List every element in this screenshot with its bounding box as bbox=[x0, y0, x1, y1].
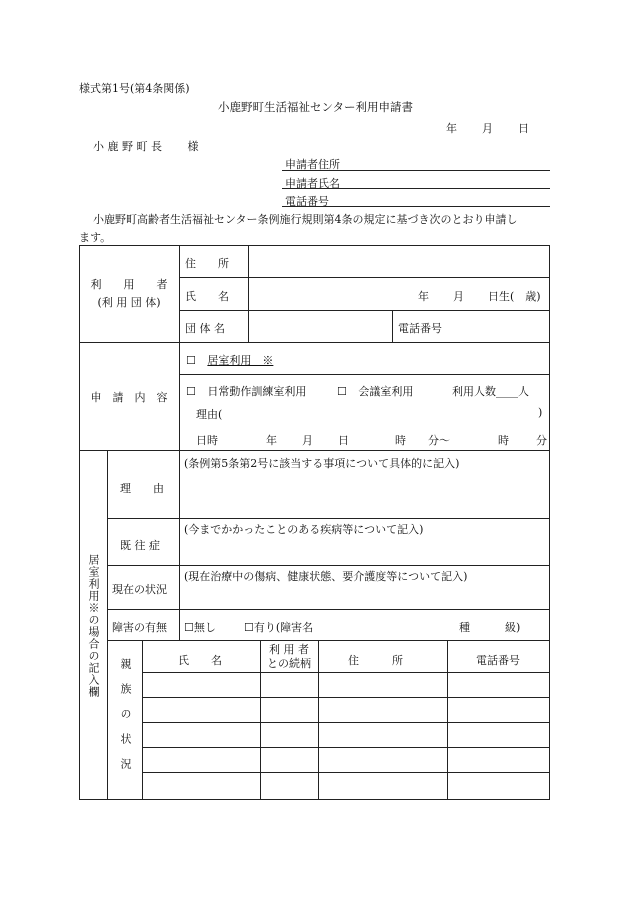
history-input[interactable] bbox=[181, 535, 547, 563]
user-count[interactable]: 利用人数____人 bbox=[452, 385, 529, 398]
birth-suffix: 日生( 歳) bbox=[488, 290, 541, 303]
applicant-phone-line[interactable] bbox=[282, 206, 550, 207]
meeting-room-label: 会議室利用 bbox=[358, 385, 414, 398]
room-reason-note: (条例第5条第2号に該当する事項について具体的に記入) bbox=[184, 457, 460, 470]
intro-line-2: ます。 bbox=[79, 231, 112, 244]
history-label: 既 往 症 bbox=[120, 539, 160, 552]
disability-type: 種 bbox=[459, 621, 470, 634]
datetime-label: 日時 bbox=[196, 434, 218, 447]
applicant-name-label: 申請者氏名 bbox=[285, 177, 340, 190]
dt-year: 年 bbox=[266, 434, 277, 447]
relatives-row[interactable] bbox=[144, 749, 549, 771]
training-room-option[interactable] bbox=[186, 383, 306, 399]
group-name-label: 団 体 名 bbox=[185, 322, 225, 335]
room-section-side-cell bbox=[79, 451, 108, 800]
group-name-input[interactable] bbox=[250, 312, 390, 340]
relatives-row[interactable] bbox=[144, 774, 549, 798]
relatives-col-name: 氏 名 bbox=[178, 654, 222, 667]
group-phone-label: 電話番号 bbox=[398, 322, 442, 335]
relatives-col-phone: 電話番号 bbox=[476, 654, 520, 667]
relatives-side-cell bbox=[108, 641, 143, 800]
dt-min: 分 bbox=[536, 434, 547, 447]
applicant-address-line[interactable] bbox=[282, 170, 550, 171]
relatives-row[interactable] bbox=[144, 724, 549, 746]
room-use-checkbox[interactable]: ☐ bbox=[186, 354, 196, 367]
request-heading: 申 請 内 容 bbox=[90, 390, 168, 404]
user-heading-text-1: 利 用 者 bbox=[90, 278, 168, 291]
training-room-label: 日常動作訓練室利用 bbox=[207, 385, 307, 398]
applicant-address-label: 申請者住所 bbox=[285, 158, 340, 171]
user-address-label: 住 所 bbox=[185, 257, 229, 270]
meeting-room-option[interactable] bbox=[337, 383, 413, 399]
disability-grade: 級) bbox=[505, 621, 521, 634]
dt-month: 月 bbox=[302, 434, 313, 447]
form-title: 小鹿野町生活福祉センター利用申請書 bbox=[218, 100, 414, 114]
training-room-checkbox[interactable]: ☐ bbox=[186, 385, 196, 398]
relatives-row[interactable] bbox=[144, 699, 549, 721]
current-status-input[interactable] bbox=[181, 582, 547, 608]
intro-line-1: 小鹿野町高齢者生活福祉センター条例施行規則第4条の規定に基づき次のとおり申請し bbox=[93, 213, 518, 226]
relatives-col-address: 住 所 bbox=[348, 654, 403, 667]
form-number: 様式第1号(第4条関係) bbox=[79, 82, 190, 95]
user-name-label: 氏 名 bbox=[185, 290, 229, 303]
user-address-input[interactable] bbox=[250, 247, 548, 275]
applicant-phone-label: 電話番号 bbox=[285, 195, 329, 208]
dt-day: 日 bbox=[338, 434, 349, 447]
history-note: (今までかかったことのある疾病等について記入) bbox=[184, 523, 424, 536]
meeting-room-checkbox[interactable]: ☐ bbox=[337, 385, 347, 398]
room-use-label: 居室利用 ※ bbox=[207, 354, 274, 367]
relatives-col-relation-1: 利 用 者 bbox=[269, 643, 309, 656]
request-heading-cell bbox=[79, 343, 180, 450]
user-heading-text-2: (利 用 団 体) bbox=[97, 296, 161, 309]
current-status-note: (現在治療中の傷病、健康状態、要介護度等について記入) bbox=[184, 570, 468, 583]
relatives-col-relation-2: との続柄 bbox=[267, 657, 311, 670]
room-reason-label: 理 由 bbox=[120, 482, 164, 495]
date-month: 月 bbox=[482, 122, 493, 135]
room-use-option[interactable] bbox=[186, 352, 273, 368]
birth-year: 年 bbox=[418, 290, 429, 303]
relatives-col-relation bbox=[267, 643, 311, 671]
user-name-input[interactable] bbox=[250, 280, 410, 308]
birth-month: 月 bbox=[453, 290, 464, 303]
disability-label: 障害の有無 bbox=[112, 621, 167, 634]
applicant-name-line[interactable] bbox=[282, 188, 550, 189]
date-year: 年 bbox=[446, 122, 457, 135]
reason-open: 理由( bbox=[196, 408, 223, 421]
reason-close: ) bbox=[538, 406, 543, 419]
dt-hour-2: 時 bbox=[498, 434, 509, 447]
relatives-heading: 親族の状況 bbox=[119, 658, 132, 783]
dt-min-from: 分～ bbox=[428, 434, 450, 447]
disability-none[interactable]: ☐無し bbox=[184, 621, 216, 634]
relatives-row[interactable] bbox=[144, 674, 549, 696]
current-status-label: 現在の状況 bbox=[112, 583, 167, 596]
room-reason-input[interactable] bbox=[181, 470, 547, 516]
addressee: 小 鹿 野 町 長 様 bbox=[93, 140, 199, 153]
room-section-heading: 居室利用※の場合の記入欄 bbox=[87, 553, 100, 698]
date-day: 日 bbox=[518, 122, 529, 135]
disability-yes[interactable]: ☐有り(障害名 bbox=[244, 621, 314, 634]
dt-hour: 時 bbox=[395, 434, 406, 447]
user-heading-cell bbox=[79, 245, 180, 343]
